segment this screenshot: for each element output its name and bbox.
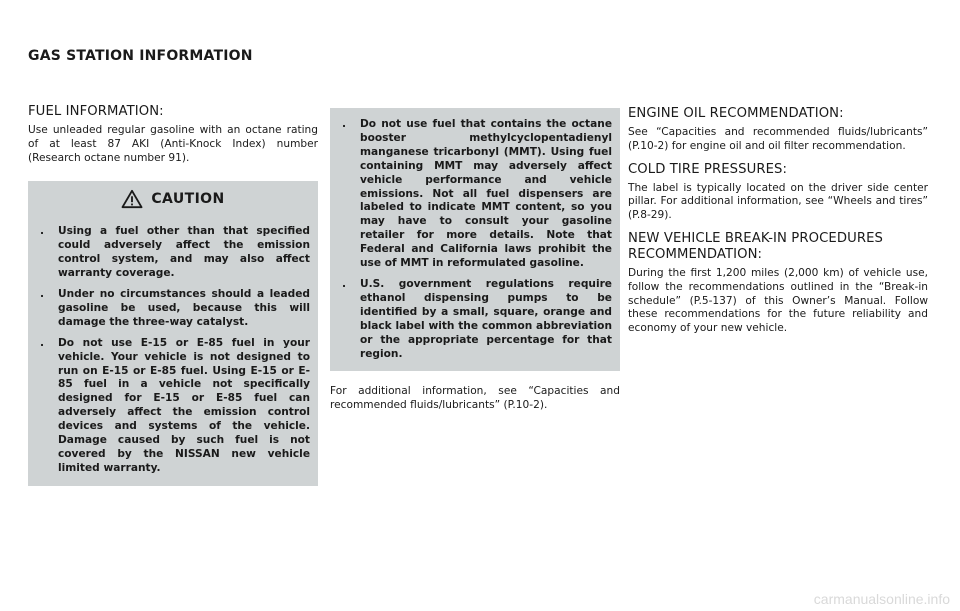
caution-item-text: Do not use E-15 or E-85 fuel in your vehicle. Your vehicle is not designed to run on E-15 or E-85 fuel. Using E-15 or E-85 fuel in a vehicle not specifically designed for E-15 or E-85 fuel can adversely affect the emission control devices and systems of the vehicle. Damage caused by such fuel is not covered by the NISSAN new vehicle limited warranty.	[58, 336, 310, 474]
watermark: carmanualsonline.info	[813, 591, 950, 607]
break-in-heading: NEW VEHICLE BREAK-IN PROCEDURES RECOMMENDATION:	[628, 230, 884, 262]
break-in-section	[628, 231, 928, 336]
caution-item-text: U.S. government regulations require ethanol dispensing pumps to be identified by a small, square, orange and black label with the common abbreviation or the appropriate percentage for that region.	[360, 277, 612, 360]
caution-title: CAUTION	[151, 191, 225, 208]
page-title: GAS STATION INFORMATION	[28, 48, 253, 64]
caution-item-text: Under no circumstances should a leaded gasoline be used, because this will damage the three-way catalyst.	[58, 288, 310, 328]
column-middle	[330, 108, 620, 413]
caution-item-text: Using a fuel other than that specified could adversely affect the emission control system, and may also affect warranty coverage.	[58, 225, 310, 280]
caution-item	[36, 225, 310, 281]
caution-item	[338, 278, 612, 361]
engine-oil-section	[628, 106, 928, 154]
bullet: .	[40, 288, 45, 301]
bullet: .	[342, 118, 347, 130]
bullet: .	[40, 336, 45, 349]
caution-list-part1	[36, 225, 310, 475]
column-left	[28, 104, 318, 486]
tire-heading: COLD TIRE PRESSURES:	[628, 161, 788, 177]
caution-box-continued	[330, 108, 620, 371]
caution-item	[36, 288, 310, 330]
fuel-intro: Use unleaded regular gasoline with an octane rating of at least 87 AKI (Anti-Knock Index) number (Research octane number 91).	[28, 124, 318, 164]
caution-item	[36, 337, 310, 476]
caution-box	[28, 181, 318, 485]
caution-item	[338, 118, 612, 271]
caution-list-part2	[338, 112, 612, 361]
caution-header	[36, 181, 310, 217]
engine-oil-text: See “Capacities and recommended fluids/lubricants” (P.10-2) for engine oil and oil filter recommendation.	[628, 126, 928, 152]
warning-triangle-icon	[121, 189, 143, 209]
bullet: .	[40, 225, 45, 238]
tire-section	[628, 162, 928, 223]
engine-oil-heading: ENGINE OIL RECOMMENDATION:	[628, 106, 844, 121]
tire-text: The label is typically located on the driver side center pillar. For additional information, see “Wheels and tires” (P.8-29).	[628, 181, 928, 222]
fuel-heading: FUEL INFORMATION:	[28, 104, 164, 119]
column-right	[628, 106, 928, 344]
additional-info: For additional information, see “Capacities and recommended fluids/lubricants” (P.10-2).	[330, 385, 620, 412]
caution-item-text: Do not use fuel that contains the octane booster methylcyclopentadienyl manganese tricarbonyl (MMT). Using fuel containing MMT may adversely affect vehicle performance and vehicle emissions. Not all fuel dispensers are labeled to indicate MMT content, so you may have to consult your gasoline retailer for more details. Note that Federal and California laws prohibit the use of MMT in reformulated gasoline.	[360, 118, 612, 270]
bullet: .	[342, 277, 347, 290]
break-in-text: During the first 1,200 miles (2,000 km) of vehicle use, follow the recommendations outlined in the “Break-in schedule” (P.5-137) of this Owner’s Manual. Follow these recommendations for the future reliability and economy of your new vehicle.	[628, 266, 928, 335]
